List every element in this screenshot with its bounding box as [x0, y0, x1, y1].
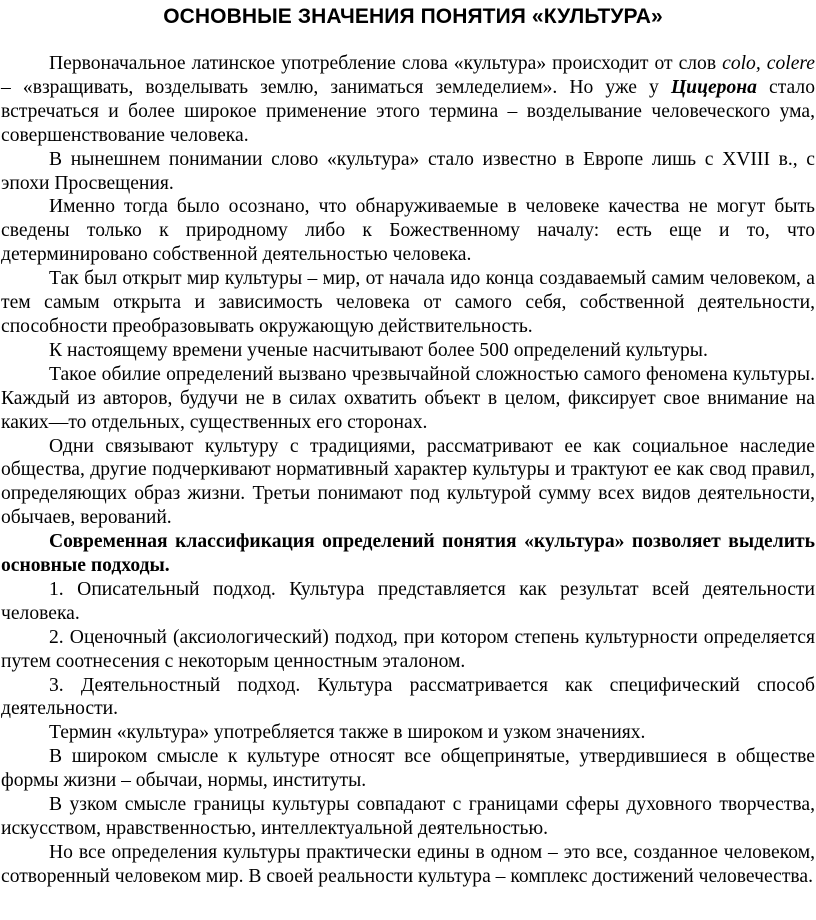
paragraph-origin-text-3: стало встречаться и более широкое применение этого термина – возделывание человеческого ума, совершенствование человека.: [1, 76, 815, 146]
page-title: ОСНОВНЫЕ ЗНАЧЕНИЯ ПОНЯТИЯ «КУЛЬТУРА»: [163, 5, 663, 28]
paragraph-abundance: Такое обилие определений вызвано чрезвычайной сложностью самого феномена культуры. Каждый из авторов, будучи не в силах охватить объект в целом, фиксирует свое внимание на каких—то отдельных, существенных его сторонах.: [1, 363, 815, 433]
list-item-activity: [1, 674, 815, 722]
paragraph-broad-sense: В широком смысле к культуре относят все общепринятые, утвердившиеся в обществе формы жизни – обычаи, нормы, институты.: [1, 746, 815, 792]
list-item-text: Оценочный (аксиологический) подход, при котором степень культурности определяется путем соотнесения с некоторым ценностным эталоном.: [1, 626, 815, 672]
paragraph-enlightenment: Именно тогда было осознано, что обнаруживаемые в человеке качества не могут быть сведены только к природному либо к Божественному началу: есть еще и то, что детерминировано собственной деятельностью человека.: [1, 196, 815, 266]
list-number: 1.: [49, 578, 64, 600]
list-number: 3.: [49, 674, 64, 696]
paragraph-classification: Современная классификация определений понятия «культура» позволяет выделить основные подходы.: [1, 531, 815, 577]
paragraph-origin: [1, 52, 815, 148]
paragraph-approaches-views: Одни связывают культуру с традициями, рассматривают ее как социальное наследие общества, другие подчеркивают нормативный характер культуры и трактуют ее как свод правил, определяющих образ жизни. Третьи понимают под культурой сумму всех видов деятельности, обычаев, верований.: [1, 435, 815, 529]
paragraph-origin-text-1: Первоначальное латинское употребление слова «культура» происходит от слов: [49, 53, 723, 74]
cicero-name: Цицерона: [670, 76, 757, 98]
paragraph-term-usage: Термин «культура» употребляется также в широком и узком значениях.: [49, 722, 646, 744]
list-item-text: Деятельностный подход. Культура рассматривается как специфический способ деятельности.: [1, 674, 815, 720]
paragraph-origin-text-2: – «взращивать, возделывать землю, заниматься земледелием». Но уже у: [1, 76, 671, 98]
paragraph-definitions-count: К настоящему времени ученые насчитывают более 500 определений культуры.: [49, 339, 708, 361]
latin-words: colo, colere: [722, 53, 815, 74]
paragraph-narrow-sense: В узком смысле границы культуры совпадают с границами сферы духовного творчества, искусством, нравственностью, интеллектуальной деятельностью.: [1, 794, 815, 839]
list-item-evaluative: [1, 626, 815, 674]
list-item-text: Описательный подход. Культура представляется как результат всей деятельности человека.: [1, 578, 815, 624]
document-body: [1, 52, 815, 889]
list-number: 2.: [49, 626, 64, 648]
paragraph-world-of-culture: Так был открыт мир культуры – мир, от начала идо конца создаваемый самим человеком, а тем самым открыта и зависимость человека от самого себя, собственной деятельности, способности преобразовывать окружающую действительность.: [1, 268, 815, 337]
paragraph-modern-meaning: В нынешнем понимании слово «культура» стало известно в Европе лишь с XVIII в., с эпохи Просвещения.: [1, 148, 815, 194]
list-item-descriptive: [1, 578, 815, 626]
paragraph-conclusion: Но все определения культуры практически едины в одном – это все, созданное человеком, сотворенный человеком мир. В своей реальности культура – комплекс достижений человечества.: [1, 841, 815, 887]
